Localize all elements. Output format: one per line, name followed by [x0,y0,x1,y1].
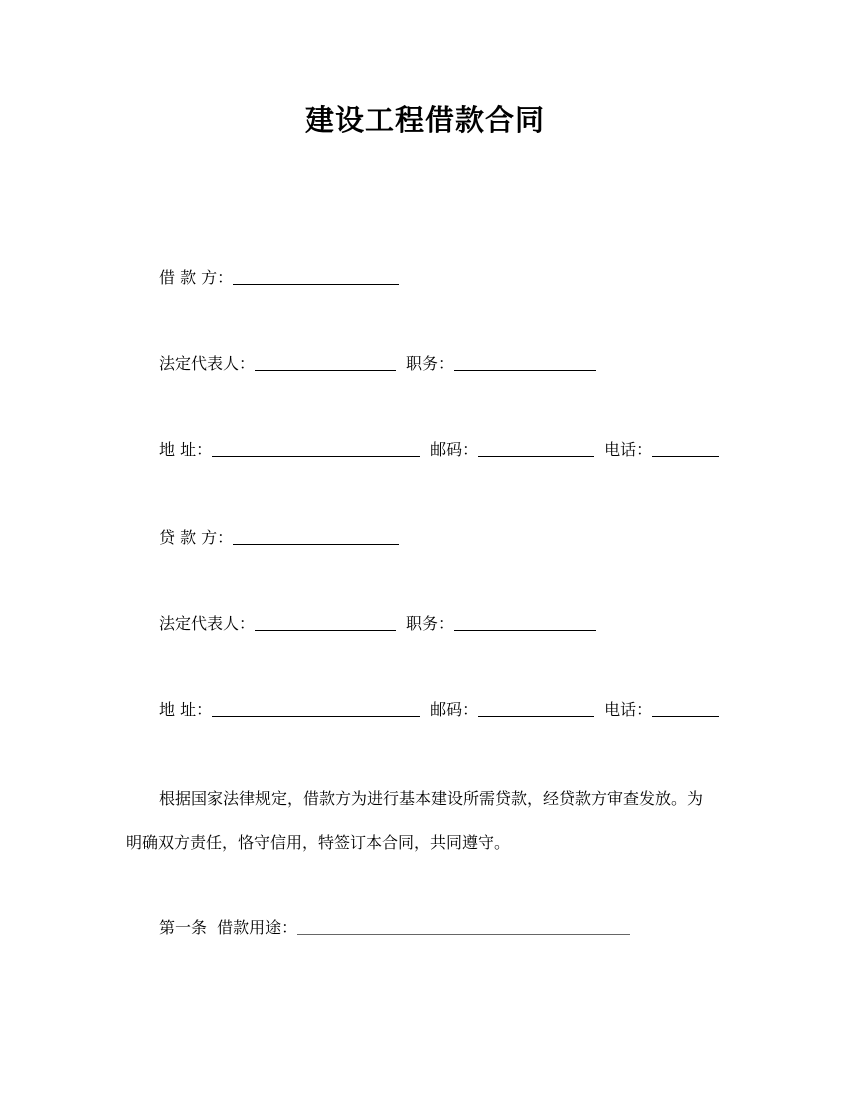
preamble-line-1: 根据国家法律规定，借款方为进行基本建设所需贷款，经贷款方审查发放。为 [159,789,704,808]
borrower-rep-field[interactable] [255,354,396,371]
preamble-line-2: 明确双方责任，恪守信用，特签订本合同，共同遵守。 [126,833,511,852]
lender-rep-label: 法定代表人： [159,614,256,633]
article-1-label: 第一条 借款用途： [159,918,298,937]
lender-postcode-label: 邮码： [430,700,479,719]
lender-address-line [159,698,719,720]
borrower-rep-line [159,352,596,374]
article-1-line [159,916,630,938]
lender-name-field[interactable] [233,528,399,545]
borrower-name-field[interactable] [233,268,399,285]
borrower-postcode-label: 邮码： [430,440,479,459]
borrower-address-line [159,438,719,460]
lender-phone-field[interactable] [652,700,719,717]
borrower-address-field[interactable] [212,440,420,457]
contract-title: 建设工程借款合同 [304,103,545,137]
borrower-name-line [159,266,399,288]
lender-address-label: 地 址： [159,700,213,719]
lender-position-field[interactable] [454,614,596,631]
borrower-address-label: 地 址： [159,440,213,459]
borrower-rep-label: 法定代表人： [159,354,256,373]
loan-purpose-field[interactable] [297,918,630,935]
borrower-position-field[interactable] [454,354,596,371]
borrower-phone-field[interactable] [652,440,719,457]
lender-position-label: 职务： [406,614,455,633]
lender-rep-line [159,612,596,634]
lender-phone-label: 电话： [604,700,653,719]
lender-rep-field[interactable] [255,614,396,631]
borrower-phone-label: 电话： [604,440,653,459]
lender-name-line [159,526,399,548]
borrower-postcode-field[interactable] [478,440,594,457]
lender-label: 贷 款 方： [159,528,234,547]
borrower-position-label: 职务： [406,354,455,373]
lender-postcode-field[interactable] [478,700,594,717]
lender-address-field[interactable] [212,700,420,717]
borrower-label: 借 款 方： [159,268,234,287]
